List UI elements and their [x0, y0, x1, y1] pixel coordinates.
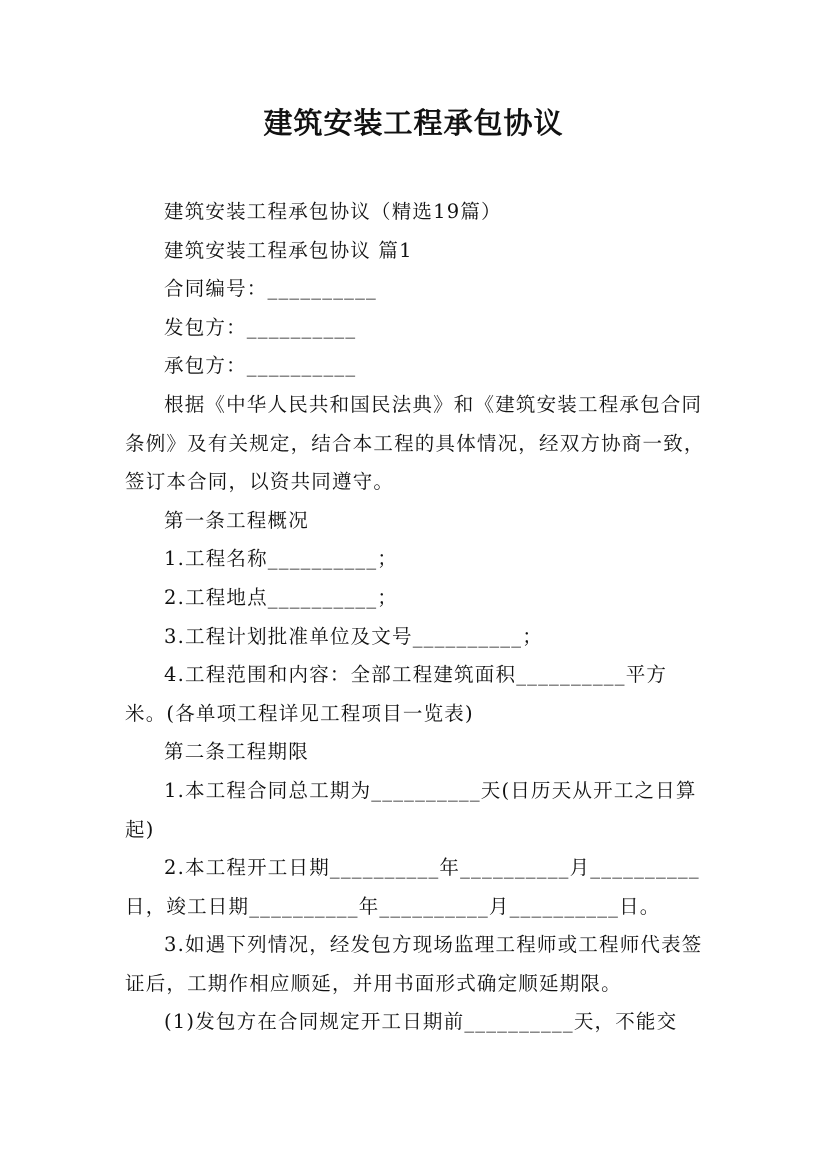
document-body: [125, 193, 705, 1042]
paragraph-article-1-heading: 第一条工程概况: [164, 508, 309, 532]
paragraph-approval-unit: 3.工程计划批准单位及文号__________；: [164, 624, 543, 648]
paragraph-condition-1: (1)发包方在合同规定开工日期前__________天，不能交: [164, 1010, 678, 1034]
paragraph-project-scope: 4.工程范围和内容：全部工程建筑面积__________平方米。(各单项工程详见工程项目一览表): [125, 663, 668, 725]
paragraph-contract-number: 合同编号：__________: [164, 277, 378, 301]
paragraph-start-end-dates: 2.本工程开工日期__________年__________月__________日，竣工日期__________年__________月__________日。: [125, 856, 700, 918]
paragraph-total-duration: 1.本工程合同总工期为__________天(日历天从开工之日算起): [125, 778, 697, 841]
paragraph-article-2-heading: 第二条工程期限: [164, 740, 309, 764]
paragraph-preamble: 根据《中华人民共和国民法典》和《建筑安装工程承包合同条例》及有关规定，结合本工程的具体情况，经双方协商一致，签订本合同，以资共同遵守。: [125, 392, 705, 494]
paragraph-subtitle: 建筑安装工程承包协议（精选19篇）: [164, 200, 502, 223]
paragraph-project-name: 1.工程名称__________；: [164, 547, 399, 571]
paragraph-employer: 发包方：__________: [164, 315, 357, 339]
paragraph-section-heading: 建筑安装工程承包协议 篇1: [164, 238, 413, 262]
paragraph-project-location: 2.工程地点__________；: [164, 585, 399, 609]
paragraph-contractor: 承包方：__________: [164, 354, 357, 378]
paragraph-extension-conditions: 3.如遇下列情况，经发包方现场监理工程师或工程师代表签证后，工期作相应顺延，并用书面形式确定顺延期限。: [125, 933, 703, 995]
document-title: 建筑安装工程承包协议: [263, 106, 564, 140]
